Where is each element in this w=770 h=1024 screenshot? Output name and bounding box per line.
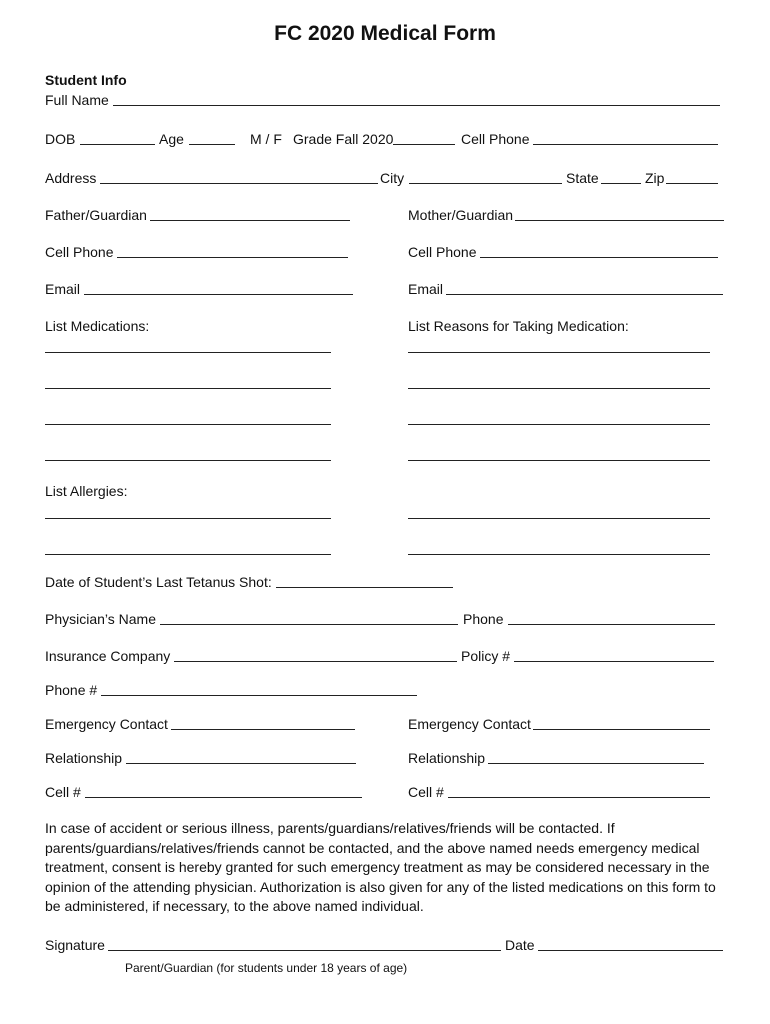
- date-field[interactable]: [538, 950, 723, 951]
- reason-line[interactable]: [408, 424, 710, 425]
- father-email-field[interactable]: [84, 294, 353, 295]
- allergy-line[interactable]: [408, 554, 710, 555]
- tetanus-field[interactable]: [276, 587, 453, 588]
- tetanus-label: Date of Student’s Last Tetanus Shot:: [45, 574, 272, 590]
- physician-phone-label: Phone: [463, 611, 504, 627]
- allergy-line[interactable]: [408, 518, 710, 519]
- reason-line[interactable]: [408, 460, 710, 461]
- allergy-line[interactable]: [45, 518, 331, 519]
- emergency-contact-2-label: Emergency Contact: [408, 716, 531, 732]
- date-label: Date: [505, 937, 535, 953]
- relationship-2-label: Relationship: [408, 750, 486, 766]
- insurance-phone-label: Phone #: [45, 682, 98, 698]
- mother-email-label: Email: [408, 281, 444, 297]
- cell-2-label: Cell #: [408, 784, 444, 800]
- reasons-label: List Reasons for Taking Medication:: [408, 318, 629, 334]
- signature-field[interactable]: [108, 950, 501, 951]
- state-label: State: [566, 170, 599, 186]
- parent-guardian-note: Parent/Guardian (for students under 18 years of age): [125, 961, 408, 975]
- emergency-contact-field[interactable]: [171, 729, 355, 730]
- address-field[interactable]: [100, 183, 378, 184]
- allergies-label: List Allergies:: [45, 483, 128, 499]
- medication-line[interactable]: [45, 460, 331, 461]
- policy-field[interactable]: [514, 661, 714, 662]
- zip-field[interactable]: [666, 183, 718, 184]
- insurance-label: Insurance Company: [45, 648, 171, 664]
- mother-email-field[interactable]: [446, 294, 723, 295]
- physician-field[interactable]: [160, 624, 458, 625]
- cell-field[interactable]: [85, 797, 362, 798]
- relationship-label: Relationship: [45, 750, 123, 766]
- policy-label: Policy #: [461, 648, 511, 664]
- age-field[interactable]: [189, 144, 235, 145]
- mother-label: Mother/Guardian: [408, 207, 514, 223]
- medication-line[interactable]: [45, 424, 331, 425]
- form-title: FC 2020 Medical Form: [274, 22, 496, 45]
- zip-label: Zip: [645, 170, 665, 186]
- insurance-phone-field[interactable]: [101, 695, 417, 696]
- physician-label: Physician’s Name: [45, 611, 157, 627]
- medication-line[interactable]: [45, 388, 331, 389]
- reason-line[interactable]: [408, 388, 710, 389]
- emergency-contact-2-field[interactable]: [533, 729, 710, 730]
- sex-label[interactable]: M / F: [250, 131, 282, 147]
- signature-label: Signature: [45, 937, 105, 953]
- student-info-heading: Student Info: [45, 72, 127, 88]
- cell-2-field[interactable]: [448, 797, 710, 798]
- reason-line[interactable]: [408, 352, 710, 353]
- allergy-line[interactable]: [45, 554, 331, 555]
- full-name-field[interactable]: [113, 105, 720, 106]
- father-label: Father/Guardian: [45, 207, 147, 223]
- physician-phone-field[interactable]: [508, 624, 715, 625]
- insurance-field[interactable]: [174, 661, 457, 662]
- mother-field[interactable]: [515, 220, 724, 221]
- cell-phone-field[interactable]: [533, 144, 718, 145]
- grade-label: Grade Fall 2020: [293, 131, 394, 147]
- address-label: Address: [45, 170, 97, 186]
- cell-label: Cell #: [45, 784, 81, 800]
- cell-phone-label: Cell Phone: [461, 131, 530, 147]
- relationship-2-field[interactable]: [488, 763, 704, 764]
- father-email-label: Email: [45, 281, 81, 297]
- emergency-contact-label: Emergency Contact: [45, 716, 168, 732]
- father-cell-label: Cell Phone: [45, 244, 114, 260]
- dob-field[interactable]: [80, 144, 155, 145]
- grade-field[interactable]: [393, 144, 455, 145]
- father-field[interactable]: [150, 220, 350, 221]
- state-field[interactable]: [601, 183, 641, 184]
- medications-label: List Medications:: [45, 318, 150, 334]
- relationship-field[interactable]: [126, 763, 356, 764]
- full-name-label: Full Name: [45, 92, 109, 108]
- age-label: Age: [159, 131, 184, 147]
- mother-cell-field[interactable]: [480, 257, 718, 258]
- city-label: City: [380, 170, 405, 186]
- dob-label: DOB: [45, 131, 76, 147]
- medication-line[interactable]: [45, 352, 331, 353]
- mother-cell-label: Cell Phone: [408, 244, 477, 260]
- father-cell-field[interactable]: [117, 257, 348, 258]
- consent-paragraph: In case of accident or serious illness, parents/guardians/relatives/friends will be contacted. If parents/guardians/relatives/friends cannot be contacted, and the above named needs emergency medical treatment, consent is hereby granted for such emergency treatment as may be considered necessary in the opinion of the attending physician. Authorization is also given for any of the listed medications on this form to be administered, if necessary, to the above named individual.: [45, 820, 716, 914]
- city-field[interactable]: [409, 183, 562, 184]
